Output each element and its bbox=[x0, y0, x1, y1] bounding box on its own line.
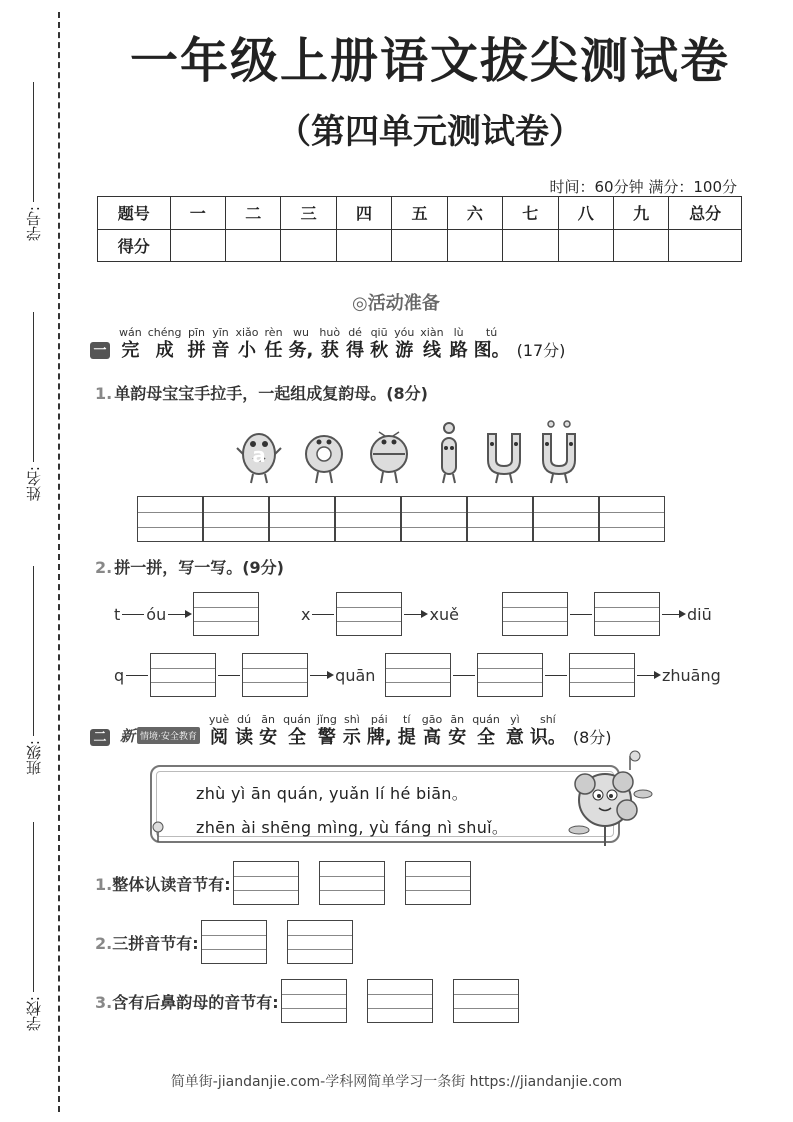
arrow-icon bbox=[637, 675, 659, 676]
name-field[interactable]: 姓名: bbox=[18, 312, 48, 501]
hanzi-character: 警 bbox=[317, 727, 336, 748]
score-cell[interactable] bbox=[447, 229, 502, 262]
answer-box[interactable] bbox=[281, 979, 347, 1023]
ruby-character bbox=[148, 326, 182, 362]
score-header-cell: 九 bbox=[613, 197, 668, 230]
pinyin-annotation: yīn bbox=[212, 326, 229, 339]
answer-box[interactable] bbox=[201, 920, 267, 964]
vowel-e-cartoon bbox=[365, 418, 413, 486]
vowel-i-cartoon bbox=[425, 418, 473, 486]
ruby-character bbox=[420, 326, 443, 362]
hanzi-character: 安 bbox=[448, 727, 467, 748]
pinyin-annotation: wu bbox=[292, 326, 309, 339]
pinyin-annotation: jǐng bbox=[316, 713, 337, 726]
student-id-field[interactable]: 学号: bbox=[18, 82, 48, 241]
answer-row-2: 2.三拼音节有: bbox=[95, 920, 373, 964]
arrow-icon bbox=[168, 614, 190, 615]
arrow-icon bbox=[662, 614, 684, 615]
score-cell[interactable] bbox=[336, 229, 391, 262]
binding-strip bbox=[0, 0, 70, 1122]
pinyin-annotation: xiàn bbox=[420, 326, 444, 339]
hanzi-character: 路 bbox=[449, 340, 468, 361]
svg-text:a: a bbox=[252, 443, 266, 467]
ruby-character bbox=[472, 713, 500, 749]
pinyin-annotation: quán bbox=[283, 713, 311, 726]
safety-sign bbox=[150, 765, 620, 843]
vowel-a-cartoon bbox=[235, 418, 283, 486]
score-cell[interactable] bbox=[503, 229, 558, 262]
answer-box[interactable] bbox=[287, 920, 353, 964]
writing-box[interactable] bbox=[401, 496, 467, 542]
hanzi-character: 游 bbox=[395, 340, 414, 361]
score-cell[interactable] bbox=[392, 229, 447, 262]
score-table-score-row bbox=[98, 229, 742, 262]
hanzi-character: 秋 bbox=[370, 340, 389, 361]
score-cell[interactable] bbox=[613, 229, 668, 262]
pinyin-annotation: yóu bbox=[394, 326, 415, 339]
hanzi-character: 成 bbox=[155, 340, 174, 361]
pinyin-annotation: qiū bbox=[370, 326, 388, 339]
score-table bbox=[97, 196, 742, 262]
vowel-characters bbox=[230, 418, 580, 488]
answer-box[interactable] bbox=[405, 861, 471, 905]
ruby-character bbox=[346, 326, 364, 362]
spelling-chain-3: diū bbox=[502, 592, 712, 636]
pinyin-annotation: shì bbox=[344, 713, 360, 726]
hanzi-character: 拼 bbox=[187, 340, 206, 361]
hanzi-character: 任 bbox=[264, 340, 283, 361]
ruby-character bbox=[259, 713, 277, 749]
score-header-cell: 题号 bbox=[98, 197, 171, 230]
answer-box[interactable] bbox=[502, 592, 568, 636]
score-header-cell: 五 bbox=[392, 197, 447, 230]
page-title: 一年级上册语文拔尖测试卷 bbox=[129, 33, 730, 89]
ruby-character bbox=[317, 713, 337, 749]
pinyin-annotation: tú bbox=[485, 326, 498, 339]
pinyin-annotation: xiǎo bbox=[235, 326, 259, 339]
pinyin-annotation: ān bbox=[261, 713, 275, 726]
ruby-character bbox=[235, 326, 258, 362]
pinyin-annotation: huò bbox=[319, 326, 341, 339]
arrow-icon bbox=[404, 614, 426, 615]
spelling-chain-2: x xuě bbox=[301, 592, 459, 636]
answer-box[interactable] bbox=[233, 861, 299, 905]
subquestion-1-2: 2. 拼一拼，写一写。(9分) bbox=[95, 558, 284, 577]
section-heading: ◎活动准备 bbox=[352, 293, 440, 314]
answer-box[interactable] bbox=[150, 653, 216, 697]
vowel-o-cartoon bbox=[300, 418, 348, 486]
hanzi-character: 示 bbox=[342, 727, 361, 748]
ruby-character bbox=[343, 713, 361, 749]
pinyin-annotation: chéng bbox=[147, 326, 182, 339]
writing-box[interactable] bbox=[137, 496, 203, 542]
ruby-character bbox=[370, 326, 388, 362]
ruby-character bbox=[119, 326, 142, 362]
ruby-character bbox=[422, 713, 442, 749]
hanzi-character: 线 bbox=[422, 340, 441, 361]
pinyin-annotation: wán bbox=[119, 326, 142, 339]
pinyin-annotation: dú bbox=[237, 713, 252, 726]
hanzi-character: 完 bbox=[121, 340, 140, 361]
svg-text:e: e bbox=[388, 482, 390, 483]
score-cell[interactable] bbox=[281, 229, 336, 262]
pinyin-annotation: pīn bbox=[187, 326, 205, 339]
pinyin-annotation: yì bbox=[510, 713, 520, 726]
sign-line-1: zhù yì ān quán, yuǎn lí hé biān。 bbox=[196, 784, 469, 803]
writing-box[interactable] bbox=[269, 496, 335, 542]
question-points: (8分) bbox=[572, 728, 612, 747]
time-info: 时间：60分钟 满分：100分 bbox=[549, 178, 737, 196]
spelling-chain-4: q quān bbox=[114, 653, 375, 697]
ruby-character bbox=[506, 713, 524, 749]
hanzi-character: 提 bbox=[397, 727, 416, 748]
pinyin-annotation: tí bbox=[403, 713, 411, 726]
question-number-badge: 一 bbox=[90, 342, 110, 359]
hanzi-character: 获 bbox=[320, 340, 339, 361]
score-header-cell: 七 bbox=[503, 197, 558, 230]
svg-text:u: u bbox=[503, 482, 505, 483]
answer-box[interactable] bbox=[569, 653, 635, 697]
score-header-cell: 三 bbox=[281, 197, 336, 230]
score-header-cell: 总分 bbox=[669, 197, 742, 230]
ruby-character bbox=[283, 713, 311, 749]
answer-box[interactable] bbox=[319, 861, 385, 905]
score-cell[interactable] bbox=[170, 229, 225, 262]
ruby-character bbox=[530, 713, 566, 749]
hanzi-character: 全 bbox=[477, 727, 496, 748]
question-2-heading bbox=[90, 713, 612, 749]
score-cell[interactable] bbox=[669, 229, 742, 262]
spelling-chain-5: zhuāng bbox=[385, 653, 721, 697]
sign-line-2: zhēn ài shēng mìng, yù fáng nì shuǐ。 bbox=[196, 818, 509, 837]
pinyin-annotation: dé bbox=[348, 326, 362, 339]
score-header-cell: 六 bbox=[447, 197, 502, 230]
hanzi-character: 读 bbox=[235, 727, 254, 748]
answer-box[interactable] bbox=[336, 592, 402, 636]
ruby-character bbox=[209, 713, 229, 749]
hanzi-character: 安 bbox=[259, 727, 278, 748]
score-header-cell: 八 bbox=[558, 197, 613, 230]
answer-box[interactable] bbox=[367, 979, 433, 1023]
arrow-icon bbox=[310, 675, 332, 676]
question-1-heading bbox=[90, 326, 565, 362]
answer-box[interactable] bbox=[242, 653, 308, 697]
ruby-character bbox=[187, 326, 205, 362]
hanzi-character: 阅 bbox=[210, 727, 229, 748]
svg-text:i: i bbox=[448, 482, 450, 483]
score-cell[interactable] bbox=[558, 229, 613, 262]
writing-box[interactable] bbox=[599, 496, 665, 542]
score-cell[interactable] bbox=[225, 229, 280, 262]
answer-box[interactable] bbox=[477, 653, 543, 697]
school-field[interactable]: 学校: bbox=[18, 822, 48, 1031]
answer-box[interactable] bbox=[594, 592, 660, 636]
answer-box[interactable] bbox=[453, 979, 519, 1023]
ruby-character bbox=[211, 326, 229, 362]
page-footer: 简单街-jiandanjie.com-学科网简单学习一条街 https://jiandanjie.com bbox=[170, 1074, 623, 1090]
hanzi-character: 全 bbox=[287, 727, 306, 748]
ruby-character bbox=[319, 326, 340, 362]
writing-box[interactable] bbox=[203, 496, 269, 542]
score-header-cell: 二 bbox=[225, 197, 280, 230]
answer-row-1: 1.整体认读音节有: bbox=[95, 861, 491, 905]
pinyin-annotation: rèn bbox=[264, 326, 283, 339]
pinyin-annotation: quán bbox=[472, 713, 500, 726]
question-1-text bbox=[116, 326, 513, 362]
svg-text:o: o bbox=[323, 482, 325, 483]
hanzi-character: 小 bbox=[237, 340, 256, 361]
subquestion-1-1: 1. 单韵母宝宝手拉手，一起组成复韵母。(8分) bbox=[95, 384, 428, 403]
writing-box[interactable] bbox=[467, 496, 533, 542]
score-header-cell: 四 bbox=[336, 197, 391, 230]
small-flower-icon bbox=[148, 820, 168, 842]
hanzi-character: 高 bbox=[422, 727, 441, 748]
pinyin-annotation: yuè bbox=[208, 713, 230, 726]
flower-mascot-icon bbox=[565, 750, 655, 850]
ruby-character bbox=[474, 326, 510, 362]
question-2-text bbox=[206, 713, 569, 749]
cut-line bbox=[58, 12, 60, 1112]
score-header-cell: 一 bbox=[170, 197, 225, 230]
pinyin-annotation: gāo bbox=[421, 713, 443, 726]
writing-box[interactable] bbox=[533, 496, 599, 542]
answer-box[interactable] bbox=[385, 653, 451, 697]
writing-grid-row bbox=[137, 496, 665, 542]
ruby-character bbox=[235, 713, 253, 749]
writing-box[interactable] bbox=[335, 496, 401, 542]
context-badge: 新 情境·安全教育 bbox=[116, 725, 200, 746]
hanzi-character: 得 bbox=[346, 340, 365, 361]
hanzi-character: 识。 bbox=[529, 727, 566, 748]
ruby-character bbox=[289, 326, 314, 362]
hanzi-character: 音 bbox=[211, 340, 230, 361]
question-points: (17分) bbox=[516, 341, 566, 360]
ruby-character bbox=[265, 326, 283, 362]
vowel-u-cartoon bbox=[480, 418, 528, 486]
hanzi-character: 牌, bbox=[366, 727, 392, 748]
hanzi-character: 意 bbox=[505, 727, 524, 748]
vowel-v-cartoon bbox=[535, 418, 583, 486]
ruby-character bbox=[448, 713, 466, 749]
answer-row-3: 3.含有后鼻韵母的音节有: bbox=[95, 979, 539, 1023]
score-table-header-row bbox=[98, 197, 742, 230]
hanzi-character: 务, bbox=[288, 340, 314, 361]
ruby-character bbox=[450, 326, 468, 362]
pinyin-annotation: lù bbox=[453, 326, 464, 339]
score-row-label: 得分 bbox=[98, 229, 171, 262]
pinyin-annotation: pái bbox=[370, 713, 388, 726]
page-subtitle: （第四单元测试卷） bbox=[277, 112, 583, 152]
pinyin-annotation: ān bbox=[450, 713, 465, 726]
ruby-character bbox=[367, 713, 392, 749]
svg-text:ü: ü bbox=[558, 482, 560, 483]
question-number-badge: 二 bbox=[90, 729, 110, 746]
ruby-character bbox=[398, 713, 416, 749]
hanzi-character: 图。 bbox=[473, 340, 510, 361]
spelling-chain-1: t óu bbox=[114, 592, 259, 636]
answer-box[interactable] bbox=[193, 592, 259, 636]
pinyin-annotation: shí bbox=[539, 713, 556, 726]
ruby-character bbox=[394, 326, 414, 362]
class-field[interactable]: 班级: bbox=[18, 566, 48, 775]
